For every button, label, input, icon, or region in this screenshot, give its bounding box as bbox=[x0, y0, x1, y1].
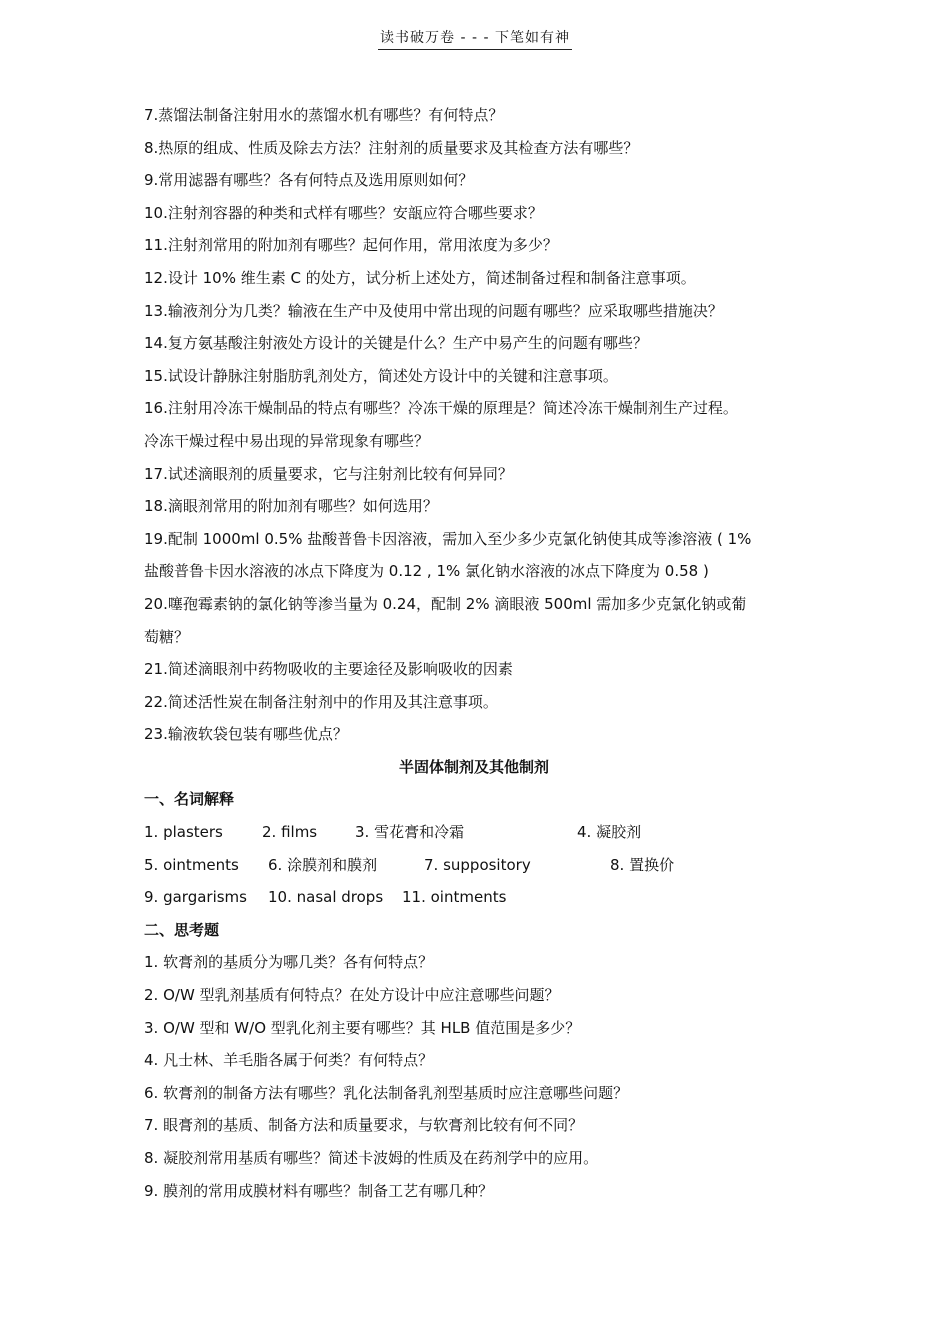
question-line: 23.输液软袋包装有哪些优点？ bbox=[144, 725, 348, 744]
term-item: 1. plasters bbox=[144, 823, 223, 842]
page-header bbox=[0, 28, 950, 50]
question-line: 18.滴眼剂常用的附加剂有哪些？如何选用？ bbox=[144, 497, 438, 516]
question-line: 冷冻干燥过程中易出现的异常现象有哪些？ bbox=[144, 431, 430, 450]
term-item: 7. suppository bbox=[424, 855, 531, 874]
question-line: 7. 眼膏剂的基质、制备方法和质量要求，与软膏剂比较有何不同？ bbox=[144, 1116, 584, 1135]
part1-title: 一、名词解释 bbox=[144, 790, 235, 809]
question-line: 7.蒸馏法制备注射用水的蒸馏水机有哪些？有何特点？ bbox=[144, 106, 504, 124]
question-line: 8. 凝胶剂常用基质有哪些？简述卡波姆的性质及在药剂学中的应用。 bbox=[144, 1149, 599, 1167]
question-line: 21.简述滴眼剂中药物吸收的主要途径及影响吸收的因素 bbox=[144, 660, 513, 679]
question-line: 15.试设计静脉注射脂肪乳剂处方，简述处方设计中的关键和注意事项。 bbox=[144, 366, 618, 385]
term-item: 2. films bbox=[262, 823, 318, 842]
question-line: 19.配制 1000ml 0.5% 盐酸普鲁卡因溶液，需加入至少多少克氯化钠使其成等渗溶液 ( 1% bbox=[144, 529, 752, 548]
question-line: 2. O/W 型乳剂基质有何特点？在处方设计中应注意哪些问题？ bbox=[144, 986, 560, 1005]
question-list-semisolid bbox=[144, 946, 824, 1207]
term-item: 8. 置换价 bbox=[610, 855, 675, 874]
question-line: 盐酸普鲁卡因水溶液的冰点下降度为 0.12 , 1% 氯化钠水溶液的冰点下降度为 0.58 ) bbox=[144, 562, 709, 581]
question-line: 14.复方氨基酸注射液处方设计的关键是什么？生产中易产生的问题有哪些？ bbox=[144, 334, 648, 353]
term-item: 5. ointments bbox=[144, 855, 239, 874]
question-line: 萄糖？ bbox=[144, 627, 190, 646]
terms-row bbox=[144, 816, 824, 849]
question-line: 17.试述滴眼剂的质量要求，它与注射剂比较有何异同？ bbox=[144, 464, 513, 483]
question-line: 9.常用滤器有哪些？各有何特点及选用原则如何？ bbox=[144, 171, 474, 190]
terms-row bbox=[144, 881, 824, 914]
term-item: 11. ointments bbox=[402, 888, 507, 907]
part2-title: 二、思考题 bbox=[144, 920, 220, 939]
terms-list bbox=[144, 816, 824, 914]
question-line: 6. 软膏剂的制备方法有哪些？乳化法制备乳剂型基质时应注意哪些问题？ bbox=[144, 1083, 629, 1102]
question-line: 4. 凡士林、羊毛脂各属于何类？有何特点？ bbox=[144, 1051, 434, 1070]
header-text: 读书破万卷 - - - 下笔如有神 bbox=[378, 28, 572, 50]
question-line: 11.注射剂常用的附加剂有哪些？起何作用，常用浓度为多少？ bbox=[144, 236, 558, 255]
term-item: 3. 雪花膏和冷霜 bbox=[355, 823, 465, 842]
question-line: 13.输液剂分为几类？输液在生产中及使用中常出现的问题有哪些？应采取哪些措施决？ bbox=[144, 301, 723, 320]
term-item: 9. gargarisms bbox=[144, 888, 247, 907]
question-line: 16.注射用冷冻干燥制品的特点有哪些？冷冻干燥的原理是？简述冷冻干燥制剂生产过程。 bbox=[144, 399, 738, 418]
question-line: 22.简述活性炭在制备注射剂中的作用及其注意事项。 bbox=[144, 692, 498, 711]
term-item: 6. 涂膜剂和膜剂 bbox=[268, 855, 378, 874]
question-line: 20.噻孢霉素钠的氯化钠等渗当量为 0.24，配制 2% 滴眼液 500ml 需加多少克氯化钠或葡 bbox=[144, 594, 747, 613]
question-line: 12.设计 10% 维生素 C 的处方，试分析上述处方，简述制备过程和制备注意事项。 bbox=[144, 268, 696, 287]
section-title: 半固体制剂及其他制剂 bbox=[398, 757, 549, 776]
question-line: 1. 软膏剂的基质分为哪几类？各有何特点？ bbox=[144, 953, 434, 972]
term-item: 10. nasal drops bbox=[268, 888, 384, 907]
question-line: 9. 膜剂的常用成膜材料有哪些？制备工艺有哪几种？ bbox=[144, 1181, 494, 1200]
question-line: 10.注射剂容器的种类和式样有哪些？安瓿应符合哪些要求？ bbox=[144, 203, 543, 222]
term-item: 4. 凝胶剂 bbox=[577, 823, 642, 842]
question-line: 8.热原的组成、性质及除去方法？注射剂的质量要求及其检查方法有哪些？ bbox=[144, 138, 639, 157]
terms-row bbox=[144, 849, 824, 882]
question-line: 3. O/W 型和 W/O 型乳化剂主要有哪些？其 HLB 值范围是多少？ bbox=[144, 1018, 581, 1037]
question-list-injections bbox=[144, 99, 824, 751]
page-content bbox=[144, 99, 824, 1207]
